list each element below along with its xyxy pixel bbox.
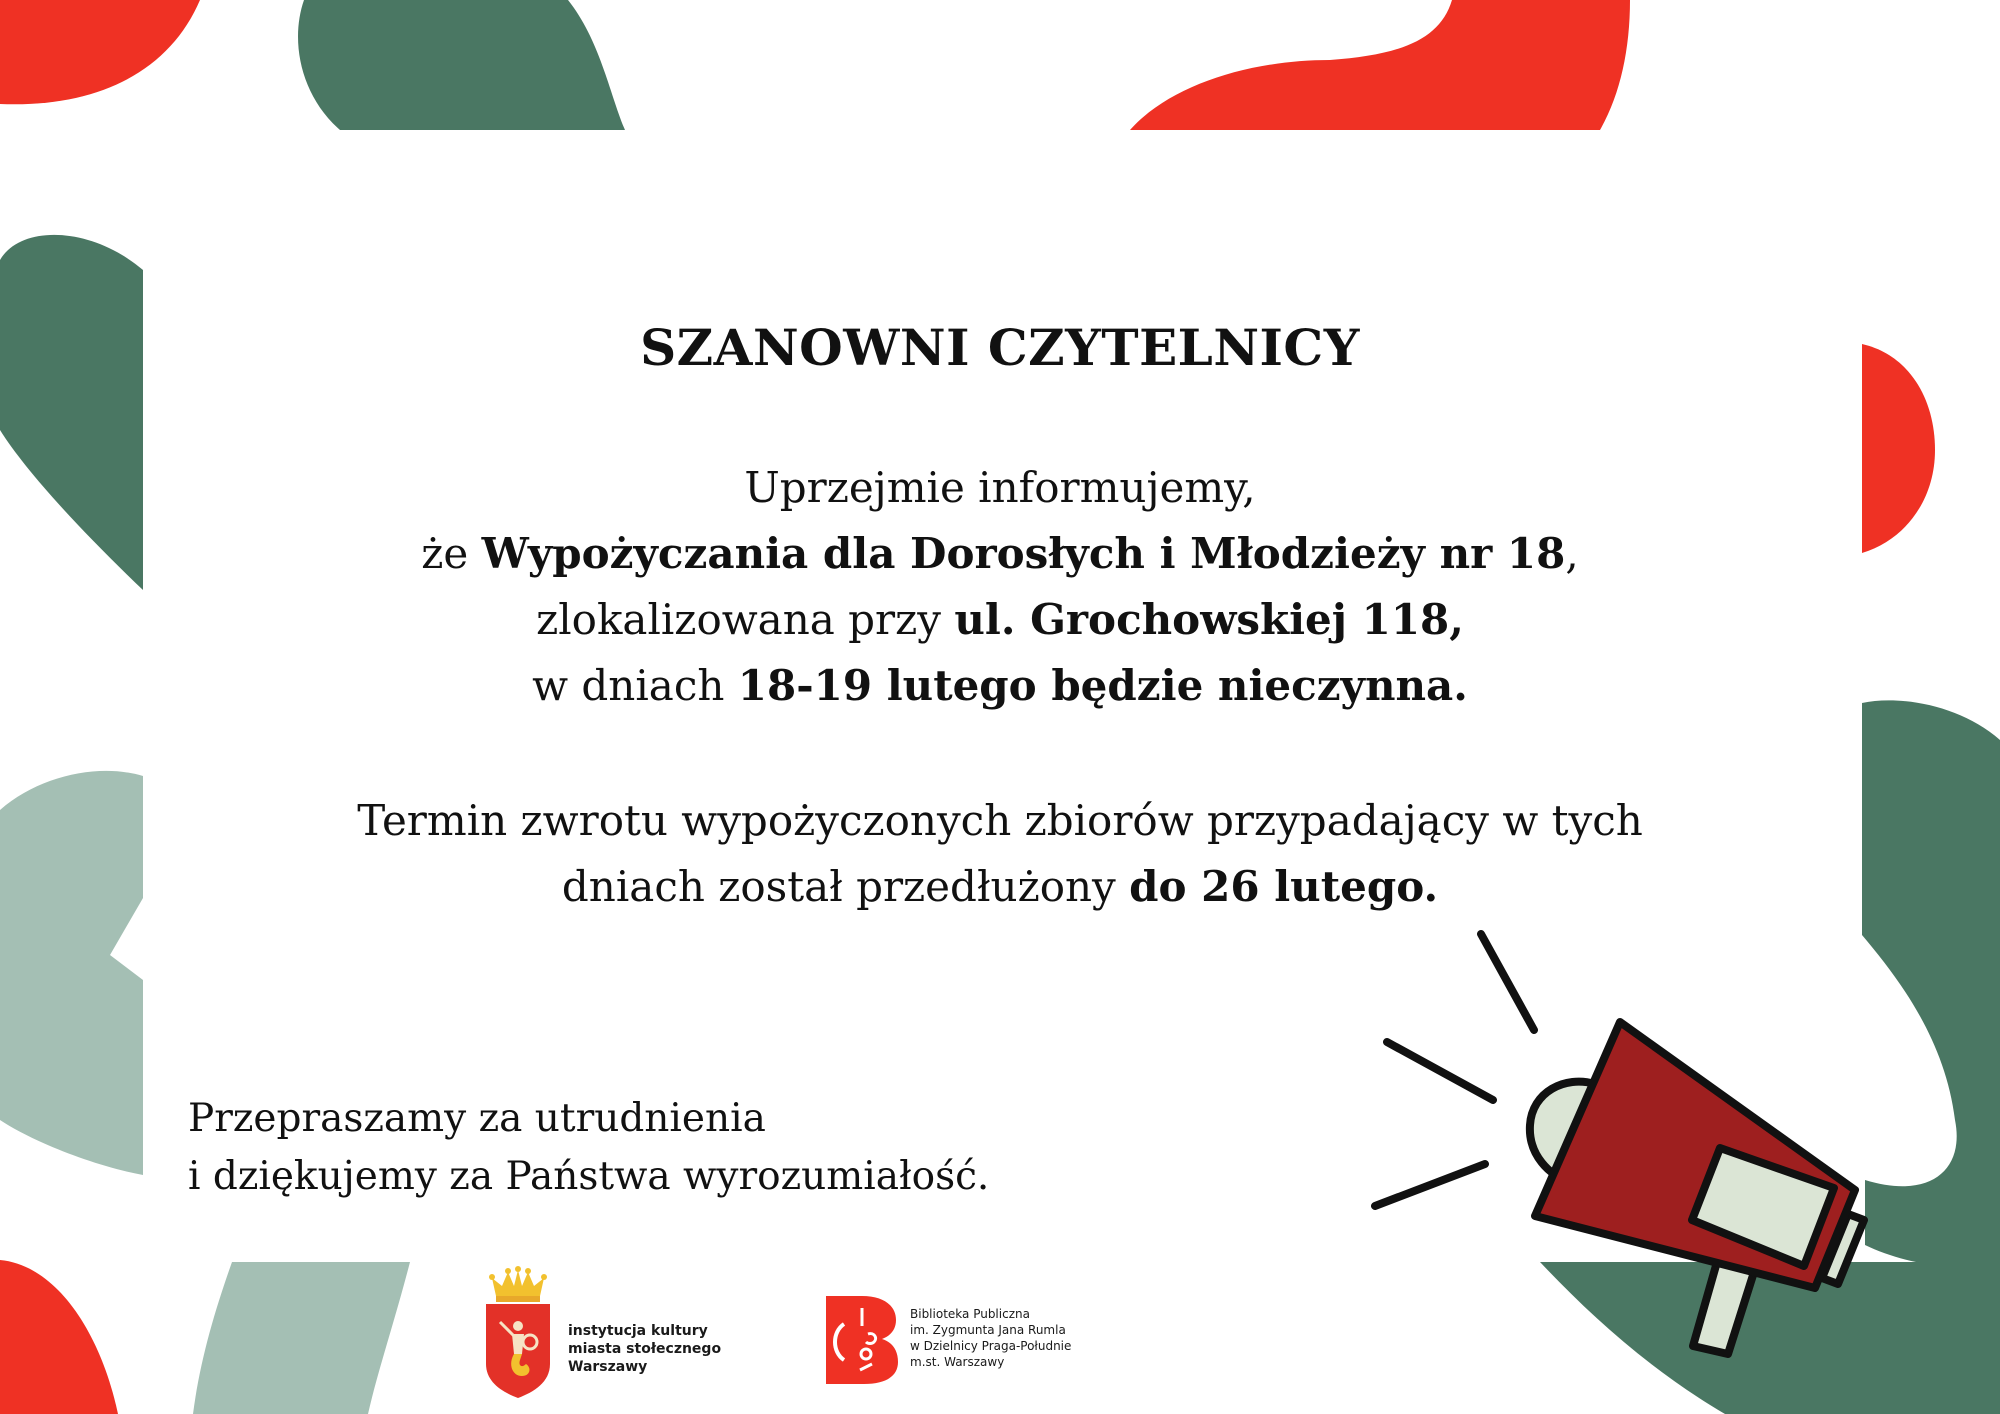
paragraph-line: Uprzejmie informujemy, [744,463,1256,512]
branch-name: Wypożyczania dla Dorosłych i Młodzieży nr 18 [481,529,1566,578]
warsaw-institution-logo [478,1264,758,1404]
closure-dates: 18-19 lutego będzie nieczynna. [737,661,1468,710]
paragraph-line: Termin zwrotu wypożyczonych zbiorów przypadający w tych [357,796,1643,845]
paragraph-line: dniach został przedłużony do 26 lutego. [561,862,1439,911]
decor-lightgreen-bottom [193,1262,410,1414]
page-title: SZANOWNI CZYTELNICY [640,318,1360,377]
sound-line [1375,1164,1485,1206]
closing-line: Przepraszamy za utrudnienia [188,1096,766,1141]
warsaw-coat-of-arms-icon [478,1264,558,1404]
paragraph-line: w dniach 18-19 lutego będzie nieczynna. [532,661,1468,710]
decor-red-bottom-left [0,1260,118,1414]
decor-green-top [298,0,625,130]
paragraph-line: że Wypożyczania dla Dorosłych i Młodzieży nr 18, [421,529,1579,578]
decor-green-right [1862,700,2000,1267]
return-deadline-paragraph [0,788,2000,920]
sound-line [1387,1042,1493,1100]
announcement-paragraph [0,455,2000,719]
closing-note [188,1090,989,1206]
library-name-text: Biblioteka Publiczna im. Zygmunta Jana Rumla w Dzielnicy Praga-Południe m.st. Warszawy [910,1307,1072,1369]
branch-address: ul. Grochowskiej 118, [954,595,1464,644]
library-logo [822,1294,1122,1386]
warsaw-institution-text: instytucja kultury miasta stołecznego Warszawy [568,1323,722,1375]
megaphone-handle [1693,1262,1754,1354]
decor-red-top-left [0,0,200,104]
sound-line [1481,934,1534,1030]
new-deadline: do 26 lutego. [1129,862,1439,911]
library-logo-icon [822,1294,902,1386]
paragraph-line: zlokalizowana przy ul. Grochowskiej 118, [536,595,1464,644]
closing-line: i dziękujemy za Państwa wyrozumiałość. [188,1154,990,1199]
megaphone-icon [1360,920,1880,1380]
decor-red-top-right [1130,0,1630,130]
